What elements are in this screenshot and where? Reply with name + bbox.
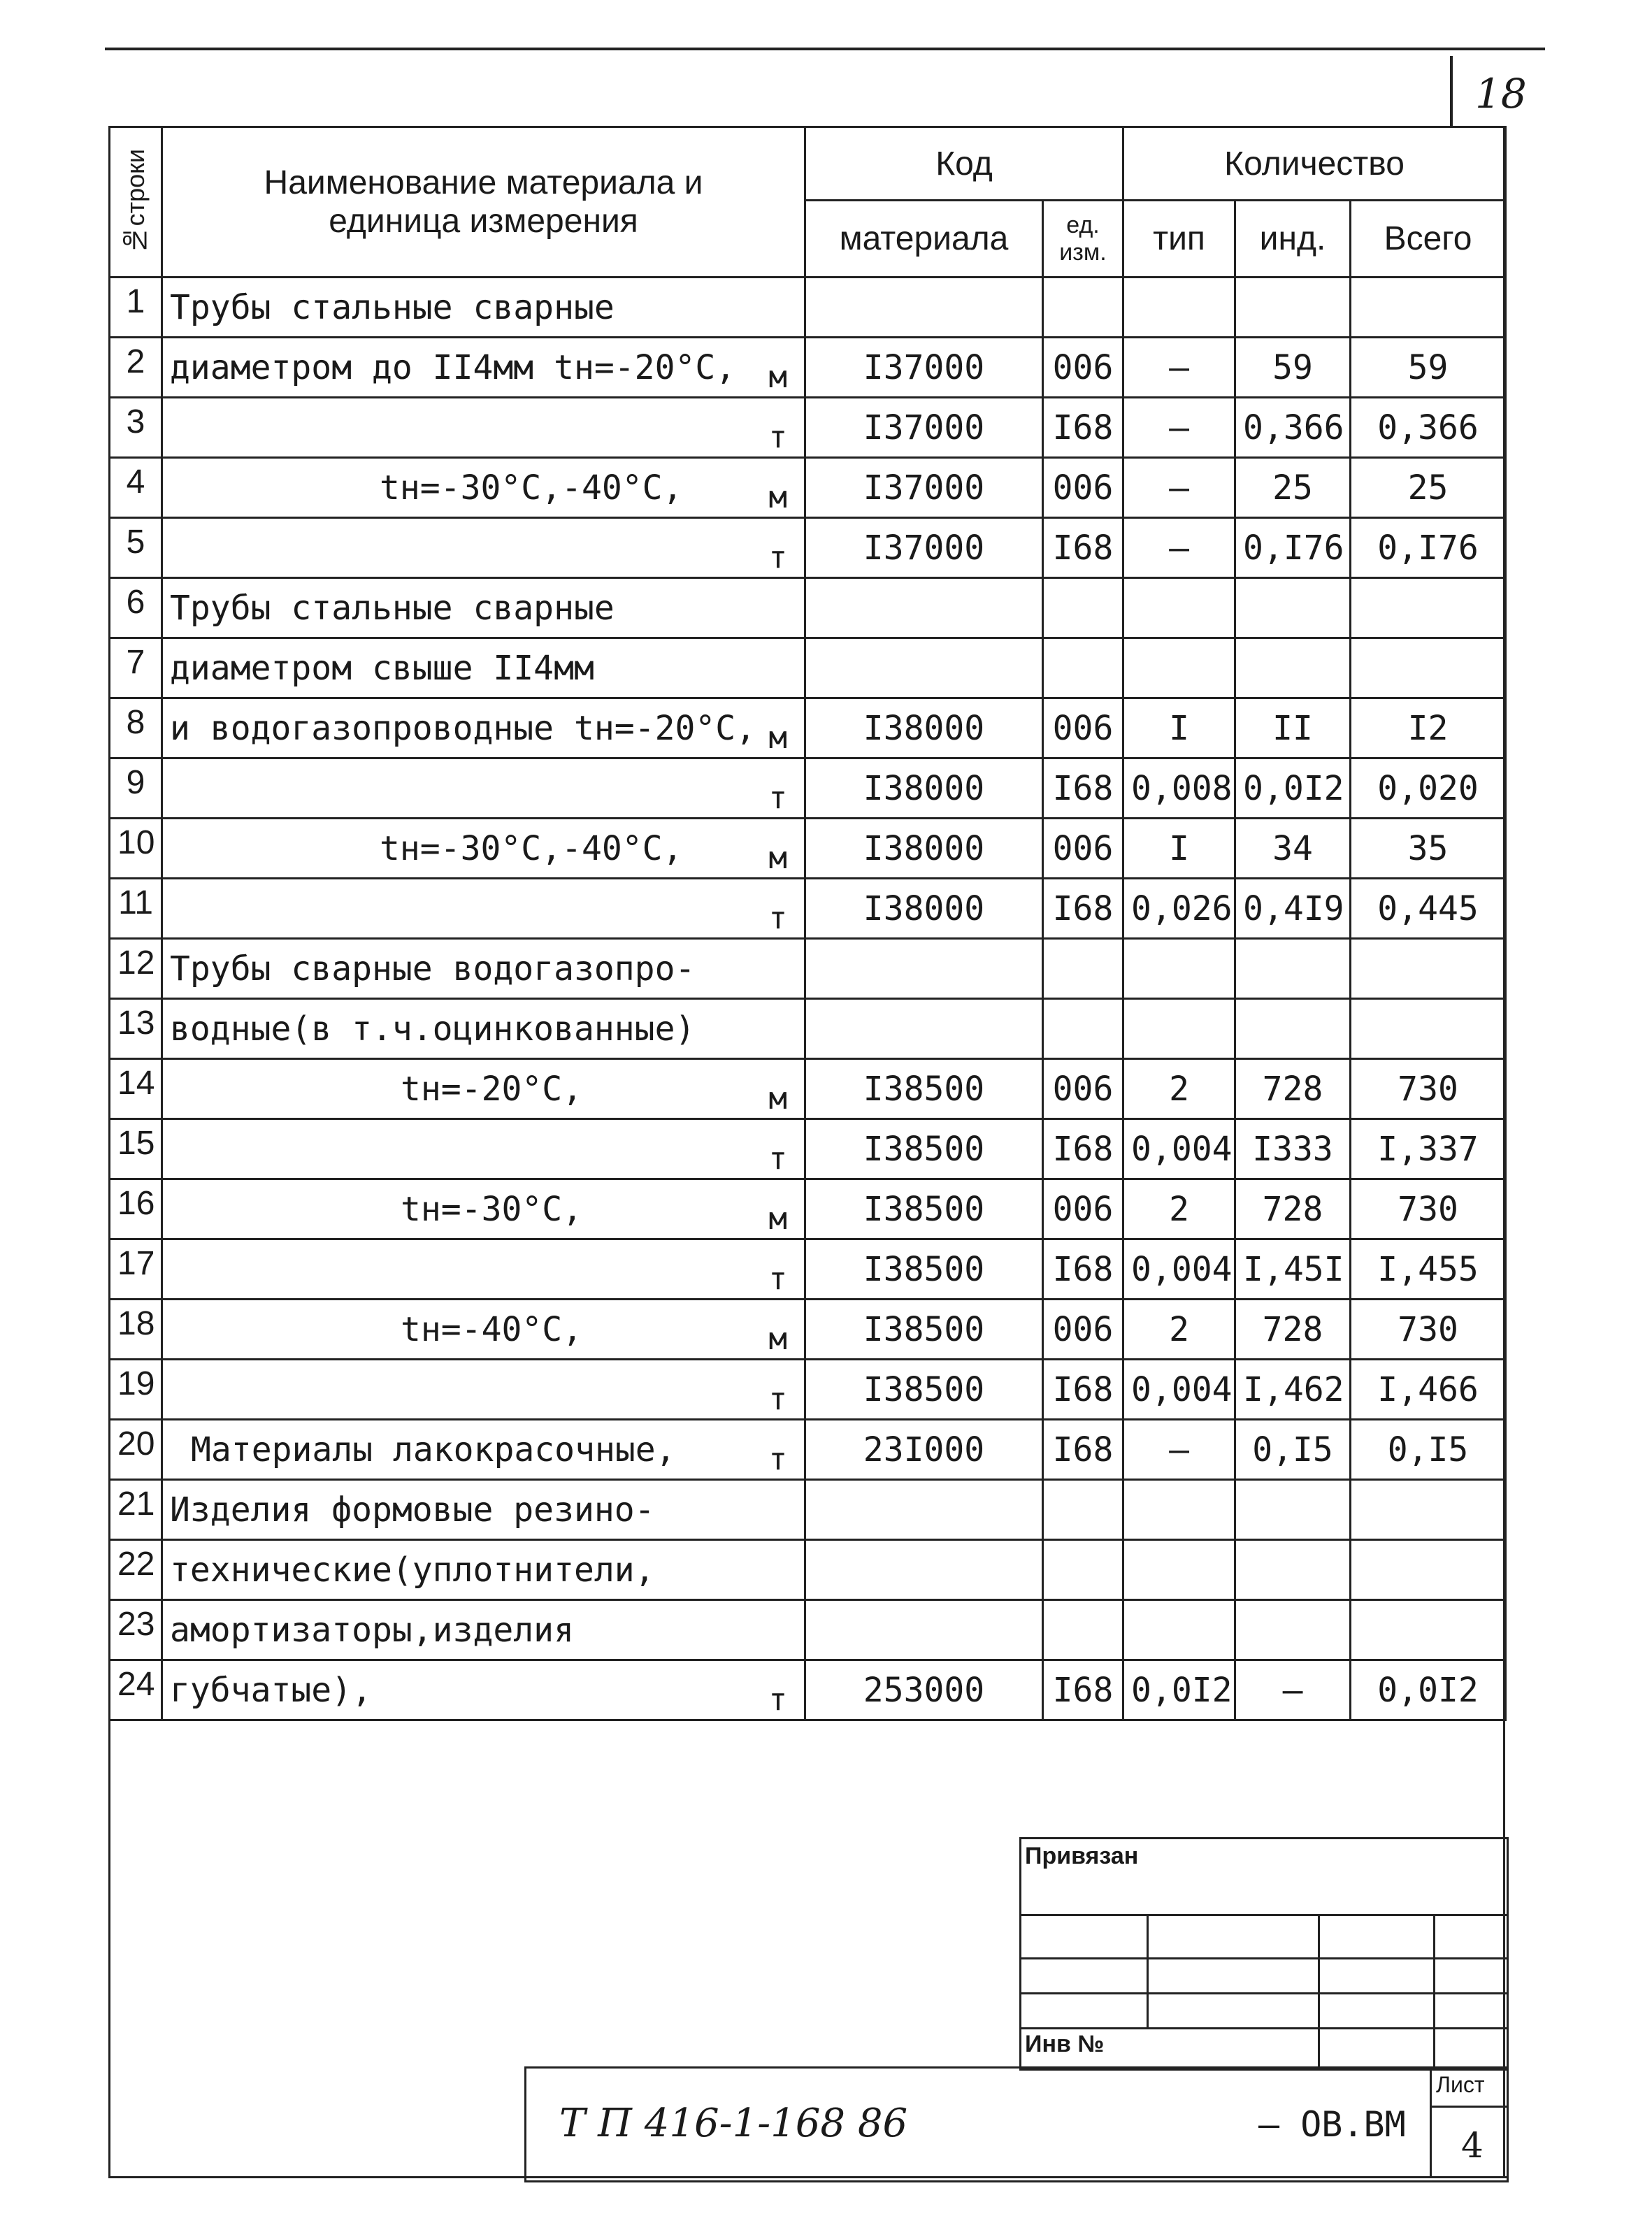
material-name-text: диаметром свыше II4мм xyxy=(170,648,594,688)
material-name xyxy=(162,1059,805,1119)
material-code xyxy=(805,939,1043,999)
header-q-type: тип xyxy=(1123,201,1235,278)
material-name-text: Материалы лакокрасочные, xyxy=(191,1430,676,1469)
unit-code: I68 xyxy=(1043,1660,1123,1720)
material-name xyxy=(162,1540,805,1600)
unit-code: 006 xyxy=(1043,819,1123,879)
table-row xyxy=(110,518,1506,578)
qty-total xyxy=(1351,278,1506,338)
table-row xyxy=(110,819,1506,879)
qty-total xyxy=(1351,1600,1506,1660)
qty-type: – xyxy=(1123,1420,1235,1480)
material-name xyxy=(162,398,805,458)
unit-code: I68 xyxy=(1043,1360,1123,1420)
qty-total xyxy=(1351,939,1506,999)
qty-ind: 0,I76 xyxy=(1235,518,1351,578)
material-name-text: технические(уплотнители, xyxy=(170,1550,655,1590)
sheet-number: 4 xyxy=(1461,2125,1484,2166)
unit-code xyxy=(1043,999,1123,1059)
table-row xyxy=(110,1239,1506,1300)
table-row xyxy=(110,278,1506,338)
qty-ind xyxy=(1235,1480,1351,1540)
qty-total xyxy=(1351,578,1506,638)
qty-type xyxy=(1123,578,1235,638)
unit-label: т xyxy=(768,1381,787,1417)
sheet-label: Лист xyxy=(1436,2072,1485,2097)
row-number: 11 xyxy=(110,879,162,939)
row-number: 23 xyxy=(110,1600,162,1660)
qty-type xyxy=(1123,278,1235,338)
row-number: 14 xyxy=(110,1059,162,1119)
row-number: 17 xyxy=(110,1239,162,1300)
material-code xyxy=(805,1600,1043,1660)
unit-code: I68 xyxy=(1043,518,1123,578)
row-number: 1 xyxy=(110,278,162,338)
material-code: 253000 xyxy=(805,1660,1043,1720)
header-quantity: Количество xyxy=(1123,127,1506,201)
material-name xyxy=(162,1239,805,1300)
qty-ind: 34 xyxy=(1235,819,1351,879)
qty-type xyxy=(1123,1540,1235,1600)
unit-label: т xyxy=(768,1261,787,1297)
unit-label: т xyxy=(768,780,787,816)
qty-total: 0,445 xyxy=(1351,879,1506,939)
material-name xyxy=(162,1660,805,1720)
table-row xyxy=(110,638,1506,698)
material-code: I37000 xyxy=(805,518,1043,578)
row-number: 21 xyxy=(110,1480,162,1540)
material-code xyxy=(805,638,1043,698)
material-name xyxy=(162,278,805,338)
material-code: I38500 xyxy=(805,1059,1043,1119)
qty-ind xyxy=(1235,939,1351,999)
material-name-text: диаметром до II4мм tн=-20°С, xyxy=(170,347,736,387)
table-row xyxy=(110,1179,1506,1239)
unit-code xyxy=(1043,1600,1123,1660)
qty-ind xyxy=(1235,638,1351,698)
material-code: I38500 xyxy=(805,1360,1043,1420)
unit-label: т xyxy=(768,540,787,575)
unit-code xyxy=(1043,1540,1123,1600)
qty-type: 2 xyxy=(1123,1179,1235,1239)
unit-label: м xyxy=(768,840,787,876)
qty-total: 0,020 xyxy=(1351,758,1506,819)
qty-total: 730 xyxy=(1351,1059,1506,1119)
qty-type: 0,026 xyxy=(1123,879,1235,939)
qty-type: – xyxy=(1123,458,1235,518)
qty-type: 2 xyxy=(1123,1059,1235,1119)
material-name xyxy=(162,338,805,398)
table-row xyxy=(110,578,1506,638)
table-row xyxy=(110,1540,1506,1600)
qty-ind: I,45I xyxy=(1235,1239,1351,1300)
unit-code xyxy=(1043,638,1123,698)
material-name xyxy=(162,999,805,1059)
material-code: I37000 xyxy=(805,338,1043,398)
row-number: 4 xyxy=(110,458,162,518)
unit-code: I68 xyxy=(1043,1119,1123,1179)
document-code: Т П 416-1-168 86 xyxy=(559,2101,908,2146)
binding-label: Привязан xyxy=(1025,1843,1139,1869)
unit-label: м xyxy=(768,1081,787,1116)
qty-total: 0,I76 xyxy=(1351,518,1506,578)
qty-type: 0,0I2 xyxy=(1123,1660,1235,1720)
material-name-text: tн=-40°С, xyxy=(401,1309,583,1349)
qty-ind: I333 xyxy=(1235,1119,1351,1179)
qty-type: 0,008 xyxy=(1123,758,1235,819)
qty-type: I xyxy=(1123,819,1235,879)
qty-total: 59 xyxy=(1351,338,1506,398)
material-name-text: и водогазопроводные tн=-20°С, xyxy=(170,708,756,748)
material-code: I37000 xyxy=(805,398,1043,458)
material-code: I38000 xyxy=(805,758,1043,819)
header-q-total: Всего xyxy=(1351,201,1506,278)
qty-total xyxy=(1351,999,1506,1059)
header-name: Наименование материала и единица измерения xyxy=(162,127,805,278)
row-number: 2 xyxy=(110,338,162,398)
material-code: I38500 xyxy=(805,1119,1043,1179)
qty-ind: II xyxy=(1235,698,1351,758)
material-name-text: tн=-30°С,-40°С, xyxy=(380,468,683,508)
materials-table xyxy=(108,126,1507,1721)
inv-label: Инв № xyxy=(1025,2031,1105,2057)
unit-label: т xyxy=(768,419,787,455)
row-number: 12 xyxy=(110,939,162,999)
qty-ind: 0,366 xyxy=(1235,398,1351,458)
material-name xyxy=(162,1179,805,1239)
row-number: 10 xyxy=(110,819,162,879)
unit-code xyxy=(1043,939,1123,999)
qty-total xyxy=(1351,1540,1506,1600)
table-row xyxy=(110,1119,1506,1179)
qty-ind xyxy=(1235,278,1351,338)
unit-label: т xyxy=(768,1141,787,1177)
unit-code xyxy=(1043,278,1123,338)
material-name xyxy=(162,1420,805,1480)
table-row xyxy=(110,458,1506,518)
qty-ind: 59 xyxy=(1235,338,1351,398)
material-code: I38500 xyxy=(805,1239,1043,1300)
table-row xyxy=(110,1059,1506,1119)
unit-code: I68 xyxy=(1043,1239,1123,1300)
unit-label: м xyxy=(768,359,787,395)
table-row xyxy=(110,1600,1506,1660)
qty-ind xyxy=(1235,578,1351,638)
unit-label: т xyxy=(768,1441,787,1477)
row-number: 15 xyxy=(110,1119,162,1179)
qty-ind xyxy=(1235,999,1351,1059)
table-row xyxy=(110,1660,1506,1720)
row-number: 20 xyxy=(110,1420,162,1480)
material-name-text: амортизаторы,изделия xyxy=(170,1610,574,1650)
material-code: I38000 xyxy=(805,879,1043,939)
qty-type: – xyxy=(1123,338,1235,398)
qty-total: 0,366 xyxy=(1351,398,1506,458)
qty-ind: I,462 xyxy=(1235,1360,1351,1420)
table-row xyxy=(110,338,1506,398)
table-row xyxy=(110,758,1506,819)
material-name xyxy=(162,458,805,518)
material-name-text: водные(в т.ч.оцинкованные) xyxy=(170,1009,696,1049)
qty-ind: 728 xyxy=(1235,1059,1351,1119)
qty-ind: 0,I5 xyxy=(1235,1420,1351,1480)
material-name-text: губчатые), xyxy=(170,1670,372,1710)
row-number: 22 xyxy=(110,1540,162,1600)
row-number: 9 xyxy=(110,758,162,819)
qty-type: 0,004 xyxy=(1123,1119,1235,1179)
table-row xyxy=(110,1420,1506,1480)
material-code xyxy=(805,1540,1043,1600)
unit-code xyxy=(1043,578,1123,638)
material-code: I38500 xyxy=(805,1179,1043,1239)
qty-type xyxy=(1123,638,1235,698)
qty-ind: 728 xyxy=(1235,1179,1351,1239)
qty-ind: 728 xyxy=(1235,1300,1351,1360)
qty-type: – xyxy=(1123,398,1235,458)
material-name xyxy=(162,638,805,698)
unit-code xyxy=(1043,1480,1123,1540)
material-code: I38000 xyxy=(805,698,1043,758)
material-name xyxy=(162,1119,805,1179)
qty-total: 730 xyxy=(1351,1179,1506,1239)
document-suffix: – ОВ.ВМ xyxy=(1258,2104,1406,2145)
material-name xyxy=(162,1360,805,1420)
qty-type xyxy=(1123,1480,1235,1540)
header-code-material: материала xyxy=(805,201,1043,278)
qty-total xyxy=(1351,1480,1506,1540)
material-name xyxy=(162,698,805,758)
table-row xyxy=(110,698,1506,758)
unit-code: I68 xyxy=(1043,1420,1123,1480)
material-code xyxy=(805,999,1043,1059)
material-code: I37000 xyxy=(805,458,1043,518)
qty-ind: 0,4I9 xyxy=(1235,879,1351,939)
row-number: 19 xyxy=(110,1360,162,1420)
unit-label: м xyxy=(768,1201,787,1237)
row-number: 6 xyxy=(110,578,162,638)
table-row xyxy=(110,879,1506,939)
qty-ind xyxy=(1235,1540,1351,1600)
qty-type xyxy=(1123,999,1235,1059)
material-name xyxy=(162,758,805,819)
qty-total: 0,0I2 xyxy=(1351,1660,1506,1720)
qty-type: I xyxy=(1123,698,1235,758)
qty-type xyxy=(1123,939,1235,999)
unit-code: 006 xyxy=(1043,1179,1123,1239)
unit-code: 006 xyxy=(1043,698,1123,758)
header-code-unit: ед. изм. xyxy=(1043,201,1123,278)
row-number: 16 xyxy=(110,1179,162,1239)
header-code: Код xyxy=(805,127,1123,201)
qty-type: 0,004 xyxy=(1123,1239,1235,1300)
material-name xyxy=(162,1300,805,1360)
material-name xyxy=(162,1600,805,1660)
material-code: I38500 xyxy=(805,1300,1043,1360)
material-code xyxy=(805,278,1043,338)
unit-code: I68 xyxy=(1043,879,1123,939)
row-number: 7 xyxy=(110,638,162,698)
unit-code: 006 xyxy=(1043,1300,1123,1360)
qty-type: – xyxy=(1123,518,1235,578)
qty-type: 0,004 xyxy=(1123,1360,1235,1420)
qty-ind: 0,0I2 xyxy=(1235,758,1351,819)
qty-total: 35 xyxy=(1351,819,1506,879)
unit-code: 006 xyxy=(1043,1059,1123,1119)
material-code: 23I000 xyxy=(805,1420,1043,1480)
qty-type: 2 xyxy=(1123,1300,1235,1360)
qty-total: 730 xyxy=(1351,1300,1506,1360)
material-name xyxy=(162,578,805,638)
unit-code: I68 xyxy=(1043,398,1123,458)
material-name-text: Трубы сварные водогазопро- xyxy=(170,949,696,988)
unit-label: т xyxy=(768,1682,787,1718)
material-name xyxy=(162,1480,805,1540)
material-name xyxy=(162,518,805,578)
material-name-text: tн=-30°С,-40°С, xyxy=(380,828,683,868)
qty-total xyxy=(1351,638,1506,698)
material-name xyxy=(162,819,805,879)
material-name-text: Трубы стальные сварные xyxy=(170,588,615,628)
table-row xyxy=(110,1300,1506,1360)
qty-total: 25 xyxy=(1351,458,1506,518)
material-name-text: tн=-30°С, xyxy=(401,1189,583,1229)
unit-label: т xyxy=(768,900,787,936)
qty-ind: 25 xyxy=(1235,458,1351,518)
material-code: I38000 xyxy=(805,819,1043,879)
table-row xyxy=(110,1360,1506,1420)
top-rule xyxy=(105,48,1545,50)
qty-ind xyxy=(1235,1600,1351,1660)
qty-type xyxy=(1123,1600,1235,1660)
qty-total: 0,I5 xyxy=(1351,1420,1506,1480)
qty-total: I,455 xyxy=(1351,1239,1506,1300)
table-row xyxy=(110,398,1506,458)
material-name xyxy=(162,939,805,999)
material-name-text: Трубы стальные сварные xyxy=(170,287,615,327)
unit-label: м xyxy=(768,480,787,515)
qty-total: I2 xyxy=(1351,698,1506,758)
unit-code: 006 xyxy=(1043,338,1123,398)
qty-total: I,337 xyxy=(1351,1119,1506,1179)
row-number: 13 xyxy=(110,999,162,1059)
material-name xyxy=(162,879,805,939)
table-row xyxy=(110,939,1506,999)
row-number: 18 xyxy=(110,1300,162,1360)
material-name-text: Изделия формовые резино- xyxy=(170,1490,655,1530)
header-row-no: №строки xyxy=(110,127,162,278)
unit-label: м xyxy=(768,1321,787,1357)
table-row xyxy=(110,1480,1506,1540)
row-number: 3 xyxy=(110,398,162,458)
row-number: 24 xyxy=(110,1660,162,1720)
row-number: 8 xyxy=(110,698,162,758)
unit-code: 006 xyxy=(1043,458,1123,518)
header-q-ind: инд. xyxy=(1235,201,1351,278)
material-code xyxy=(805,1480,1043,1540)
row-number: 5 xyxy=(110,518,162,578)
table-row xyxy=(110,999,1506,1059)
unit-code: I68 xyxy=(1043,758,1123,819)
qty-total: I,466 xyxy=(1351,1360,1506,1420)
material-name-text: tн=-20°С, xyxy=(401,1069,583,1109)
material-code xyxy=(805,578,1043,638)
page-number: 18 xyxy=(1475,70,1527,117)
qty-ind: – xyxy=(1235,1660,1351,1720)
unit-label: м xyxy=(768,720,787,756)
